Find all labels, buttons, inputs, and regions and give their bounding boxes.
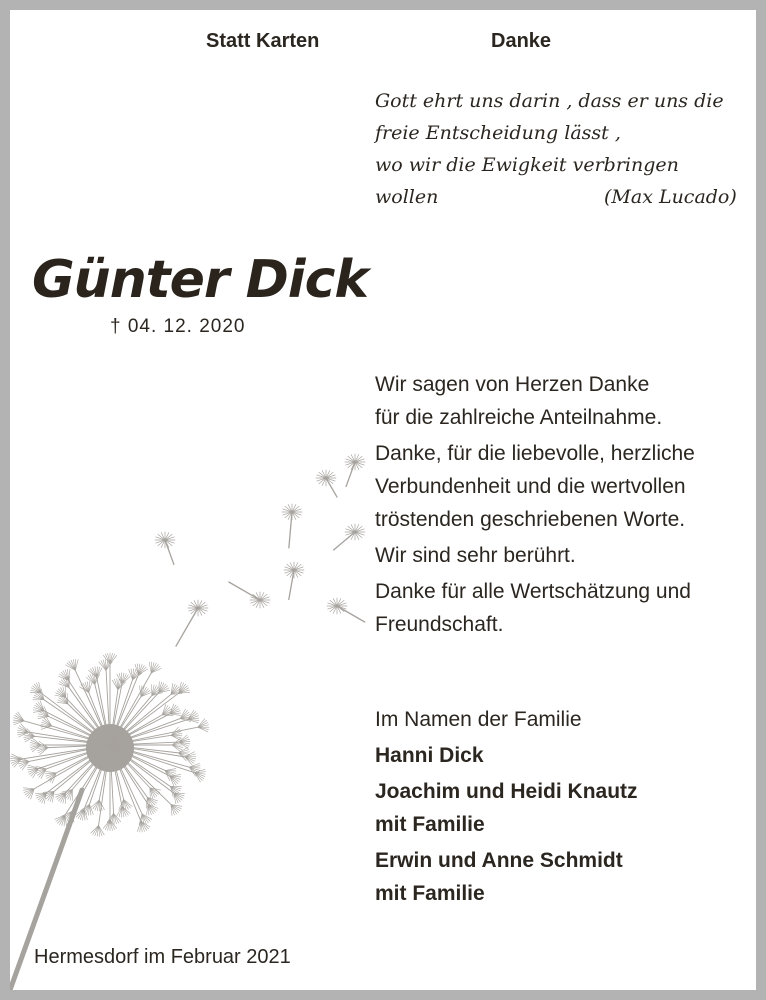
thanks-line: Danke für alle Wertschätzung und: [375, 580, 691, 603]
obituary-card: [10, 10, 756, 990]
death-date: † 04. 12. 2020: [110, 316, 246, 337]
thanks-line: Freundschaft.: [375, 613, 504, 636]
thanks-line: für die zahlreiche Anteilnahme.: [375, 406, 663, 429]
family-name: mit Familie: [375, 882, 485, 905]
header-danke: Danke: [491, 30, 552, 52]
family-intro: Im Namen der Familie: [375, 708, 582, 731]
header-statt-karten: Statt Karten: [206, 30, 320, 52]
thanks-line: Verbundenheit und die wertvollen: [375, 475, 686, 498]
thanks-line: tröstenden geschriebenen Worte.: [375, 508, 686, 531]
family-block: [375, 703, 638, 910]
thanks-text: [375, 368, 695, 641]
thanks-line: Wir sagen von Herzen Danke: [375, 373, 650, 396]
deceased-name: Günter Dick: [32, 250, 368, 310]
thanks-line: Wir sind sehr berührt.: [375, 544, 576, 567]
family-name: mit Familie: [375, 813, 485, 836]
thanks-line: Danke, für die liebevolle, herzliche: [375, 442, 695, 465]
place-date: Hermesdorf im Februar 2021: [34, 946, 291, 968]
quote-line: wollen: [375, 186, 439, 208]
quote-line: Gott ehrt uns darin , dass er uns die: [375, 90, 724, 112]
quote-line: freie Entscheidung lässt ,: [375, 122, 621, 144]
family-name: Erwin und Anne Schmidt: [375, 849, 623, 872]
quote-author: (Max Lucado): [604, 186, 737, 208]
quote-line: wo wir die Ewigkeit verbringen: [375, 154, 679, 176]
family-name: Joachim und Heidi Knautz: [375, 780, 638, 803]
family-name: Hanni Dick: [375, 744, 484, 767]
